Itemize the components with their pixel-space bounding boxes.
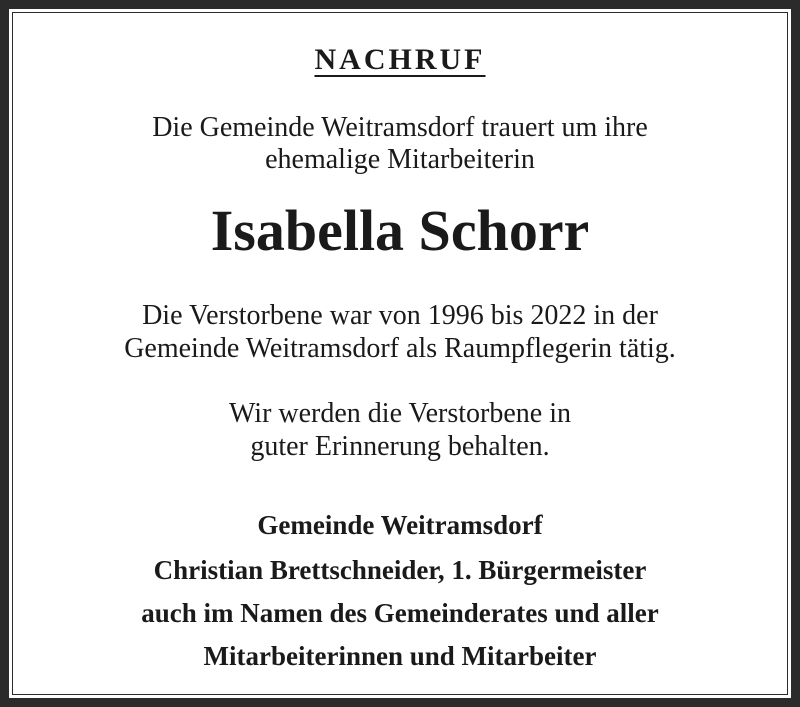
memory-line-1: Wir werden die Verstorbene in: [228, 398, 571, 429]
body-line-1: Die Verstorbene war von 1996 bis 2022 in der: [142, 300, 658, 331]
body-line-2: Gemeinde Weitramsdorf als Raumpflegerin tätig.: [124, 333, 676, 364]
signature-council: auch im Namen des Gemeinderates und aller: [141, 598, 659, 628]
deceased-name: Isabella Schorr: [210, 198, 590, 263]
signature-municipality: Gemeinde Weitramsdorf: [257, 510, 543, 540]
notice-heading: NACHRUF: [314, 43, 486, 76]
intro-line-2: ehemalige Mitarbeiterin: [265, 144, 535, 175]
signature-staff: Mitarbeiterinnen und Mitarbeiter: [203, 641, 597, 671]
intro-line-1: Die Gemeinde Weitramsdorf trauert um ihre: [152, 112, 648, 143]
signature-mayor: Christian Brettschneider, 1. Bürgermeister: [153, 555, 647, 585]
memory-line-2: guter Erinnerung behalten.: [250, 431, 550, 462]
